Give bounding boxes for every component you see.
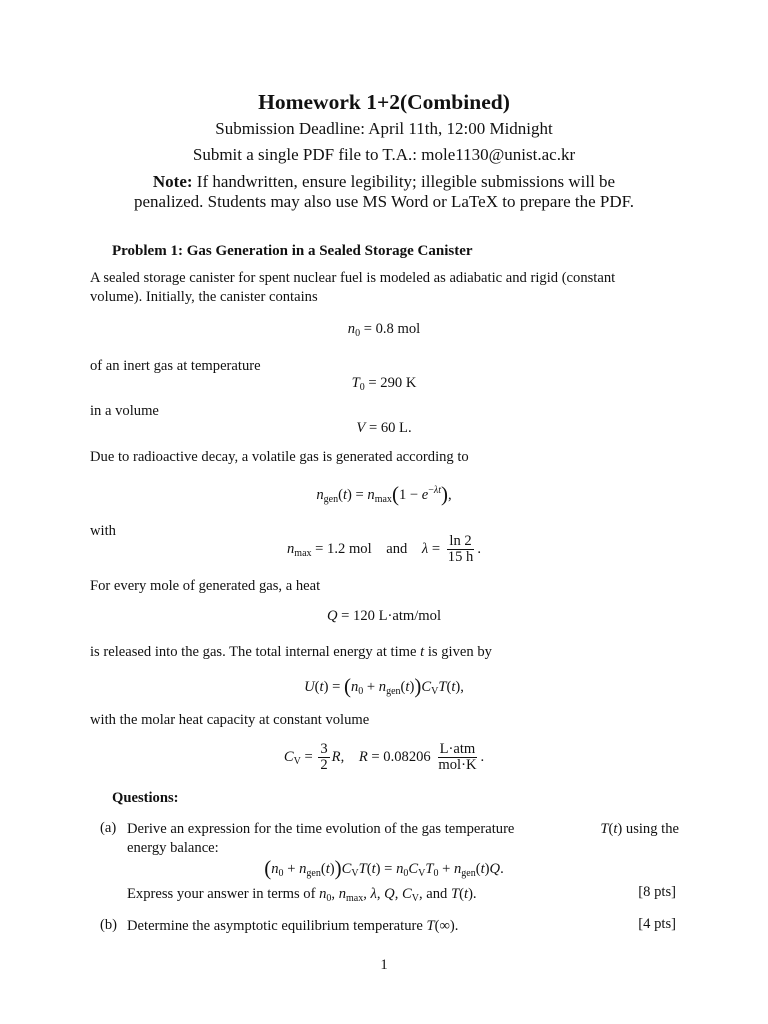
page-number: 1 [380,957,388,973]
lambda-numerator: ln 2 [449,533,472,549]
lambda-denominator: 15 h [447,549,474,565]
problem-title: Problem 1: Gas Generation in a Sealed Storage Canister [112,243,473,259]
question-a-points: [8 pts] [638,884,676,900]
R-units-fraction [436,742,478,773]
text-with: with [90,523,116,539]
text-volume: in a volume [90,403,159,419]
and-word: and [386,540,408,557]
intro-line-2: volume). Initially, the canister contains [90,289,318,305]
n0-value: = 0.8 mol [363,321,421,337]
text-released: is released into the gas. The total internal energy at time t is given by [90,644,492,660]
note-line-1 [0,172,768,192]
equation-Cv: $C_V$ = $\frac{3}{2}$ R, R = 0.08206 $\frac{\text{L·atm}}{\text{mol·K}}$ . [283,741,485,773]
question-b-text: Determine the asymptotic equilibrium temperature [127,918,423,934]
equation-Q: Q = 120 L·atm/mol [326,608,442,624]
submission-deadline: Submission Deadline: April 11th, 12:00 Midnight [215,119,553,138]
text-inert-gas: of an inert gas at temperature [90,358,261,374]
R-value: = 0.08206 [371,748,431,765]
intro-line-1: A sealed storage canister for spent nuclear fuel is modeled as adiabatic and rigid (constant [90,270,616,286]
question-a-express-text: Express your answer in terms of [127,886,316,902]
equation-energy-balance: $(n_0 + n_{gen}(t))C_VT(t) = n_0C_VT_0 + n_{gen}(t)Q$. [264,856,504,880]
text-released-a: is released into the gas. The total internal energy at time [90,644,417,660]
equation-ngen: $n_{gen}(t) = n_{max}(1 - e^{-\lambda t})$, [316,482,452,506]
R-units-numerator: L·atm [439,741,476,757]
submission-instructions: Submit a single PDF file to T.A.: mole1130@unist.ac.kr [192,145,576,164]
question-b-label: (b) [100,917,118,933]
Q-value: = 120 L·atm/mol [341,608,442,624]
T0-value: = 290 K [368,375,417,391]
note-text-1: If handwritten, ensure legibility; illegible submissions will be [196,172,616,191]
text-released-b: is given by [427,644,492,660]
V-value: = 60 L. [368,420,412,436]
text-heat: For every mole of generated gas, a heat [90,578,321,594]
note-line-2: penalized. Students may also use MS Word or LaTeX to prepare the PDF. [134,192,634,211]
question-b-points: [4 pts] [638,916,676,932]
note-label: Note: [152,172,193,191]
lambda-fraction [446,534,476,565]
question-a-line-1: Derive an expression for the time evolution of the gas temperature T(t) using the [127,819,679,840]
text-decay: Due to radioactive decay, a volatile gas is generated according to [90,449,469,465]
question-a-line-2: energy balance: [127,840,219,856]
question-a-label: (a) [100,820,117,836]
three-halves-fraction: $\frac{3}{2}$ [320,741,328,773]
equation-n0: $n_0 = 0.8$ mol [347,321,421,339]
nmax-value: = 1.2 mol [315,540,372,557]
question-b-text-line: Determine the asymptotic equilibrium temperature T(∞). [127,918,459,934]
equation-U: $U(t) = (n_0 + n_{gen}(t))C_VT(t)$, [304,674,464,698]
text-molar-heat: with the molar heat capacity at constant volume [90,712,370,728]
equation-V: V = 60 L. [356,420,412,436]
equation-T0: $T_0 = 290$ K [351,375,417,393]
question-a-text: Derive an expression for the time evolution of the gas temperature [127,821,515,837]
questions-heading: Questions: [112,790,179,806]
homework-title: Homework 1+2(Combined) [258,90,510,114]
question-a-express: Express your answer in terms of $n_0$, $n_{max}$, λ, Q, $C_V$, and T(t). [127,886,477,904]
R-units-denominator: mol·K [438,757,477,773]
equation-nmax-lambda: $n_{max} = 1.2$ mol and λ = $\frac{\ln 2}{15 h}$ . [287,533,481,565]
question-a-tail: using the [625,821,679,837]
